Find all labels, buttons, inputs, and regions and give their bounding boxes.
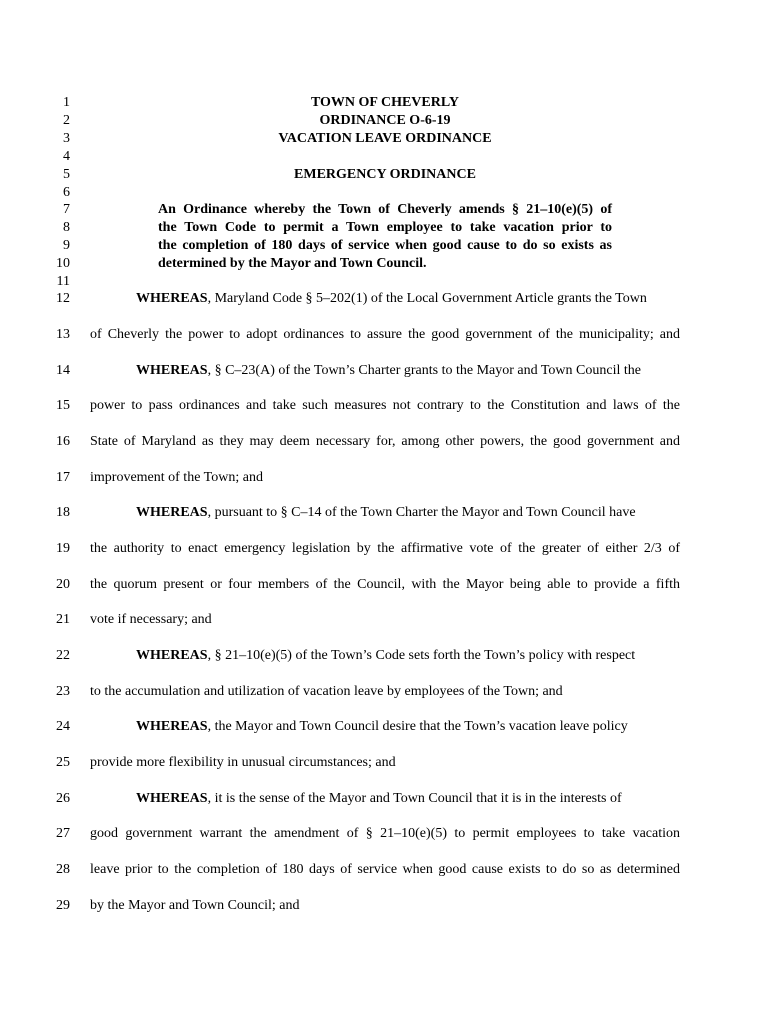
line-number: 13 [56,327,70,342]
whereas-clause-2 [90,363,680,379]
line-number: 21 [56,612,70,627]
clause-text: , pursuant to § C–14 of the Town Charter the Mayor and Town Council have [207,505,636,520]
intro-line: the completion of 180 days of service when good cause to do so exists as [158,238,612,253]
intro-line: An Ordinance whereby the Town of Cheverly amends § 21–10(e)(5) of [158,202,612,217]
line-number: 14 [56,363,70,378]
line-number: 5 [63,167,70,182]
line-number: 3 [63,131,70,146]
body-line: of Cheverly the power to adopt ordinances to assure the good government of the municipality; and [90,327,680,342]
body-line: good government warrant the amendment of § 21–10(e)(5) to permit employees to take vacation [90,826,680,841]
line-number: 6 [63,185,70,200]
clause-text: , it is the sense of the Mayor and Town Council that it is in the interests of [207,791,622,806]
line-number: 15 [56,398,70,413]
whereas-clause-1 [90,291,680,307]
line-number: 18 [56,505,70,520]
line-number: 1 [63,95,70,110]
whereas-clause-3 [90,505,680,521]
line-number: 23 [56,684,70,699]
line-number: 11 [56,274,70,289]
line-number: 17 [56,470,70,485]
body-line: the quorum present or four members of the Council, with the Mayor being able to provide a fifth [90,577,680,592]
town-heading: TOWN OF CHEVERLY [310,95,460,110]
line-number: 25 [56,755,70,770]
line-number: 24 [56,719,70,734]
whereas-keyword: WHEREAS [136,719,208,734]
whereas-keyword: WHEREAS [136,791,208,806]
whereas-clause-4 [90,648,680,664]
whereas-keyword: WHEREAS [136,648,208,663]
body-line: to the accumulation and utilization of vacation leave by employees of the Town; and [90,684,563,699]
ordinance-title: VACATION LEAVE ORDINANCE [278,131,492,146]
line-number: 2 [63,113,70,128]
clause-text: , § C–23(A) of the Town’s Charter grants to the Mayor and Town Council the [207,363,641,378]
whereas-keyword: WHEREAS [136,505,208,520]
body-line: vote if necessary; and [90,612,212,627]
line-number: 12 [56,291,70,306]
intro-line: the Town Code to permit a Town employee to take vacation prior to [158,220,612,235]
line-number: 26 [56,791,70,806]
whereas-clause-5 [90,719,680,735]
ordinance-type: EMERGENCY ORDINANCE [294,167,476,182]
body-line: State of Maryland as they may deem necessary for, among other powers, the good government and [90,434,680,449]
body-line: provide more flexibility in unusual circumstances; and [90,755,396,770]
line-number: 22 [56,648,70,663]
whereas-clause-6 [90,791,680,807]
body-line: by the Mayor and Town Council; and [90,898,300,913]
line-number: 8 [63,220,70,235]
line-number: 29 [56,898,70,913]
clause-text: , § 21–10(e)(5) of the Town’s Code sets forth the Town’s policy with respect [207,648,636,663]
body-line: the authority to enact emergency legislation by the affirmative vote of the greater of either 2/3 of [90,541,680,556]
body-line: leave prior to the completion of 180 days of service when good cause exists to do so as determined [90,862,680,877]
clause-text: , the Mayor and Town Council desire that the Town’s vacation leave policy [207,719,628,734]
whereas-keyword: WHEREAS [136,363,208,378]
line-number: 4 [63,149,70,164]
intro-line: determined by the Mayor and Town Council. [158,256,427,271]
line-number: 9 [63,238,70,253]
clause-text: , Maryland Code § 5–202(1) of the Local Government Article grants the Town [207,291,647,306]
line-number: 7 [63,202,70,217]
line-number: 16 [56,434,70,449]
ordinance-number: ORDINANCE O-6-19 [319,113,451,128]
line-number: 10 [56,256,70,271]
body-line: power to pass ordinances and take such measures not contrary to the Constitution and laws of the [90,398,680,413]
line-number: 20 [56,577,70,592]
line-number: 28 [56,862,70,877]
body-line: improvement of the Town; and [90,470,263,485]
line-number: 27 [56,826,70,841]
whereas-keyword: WHEREAS [136,291,208,306]
line-number: 19 [56,541,70,556]
